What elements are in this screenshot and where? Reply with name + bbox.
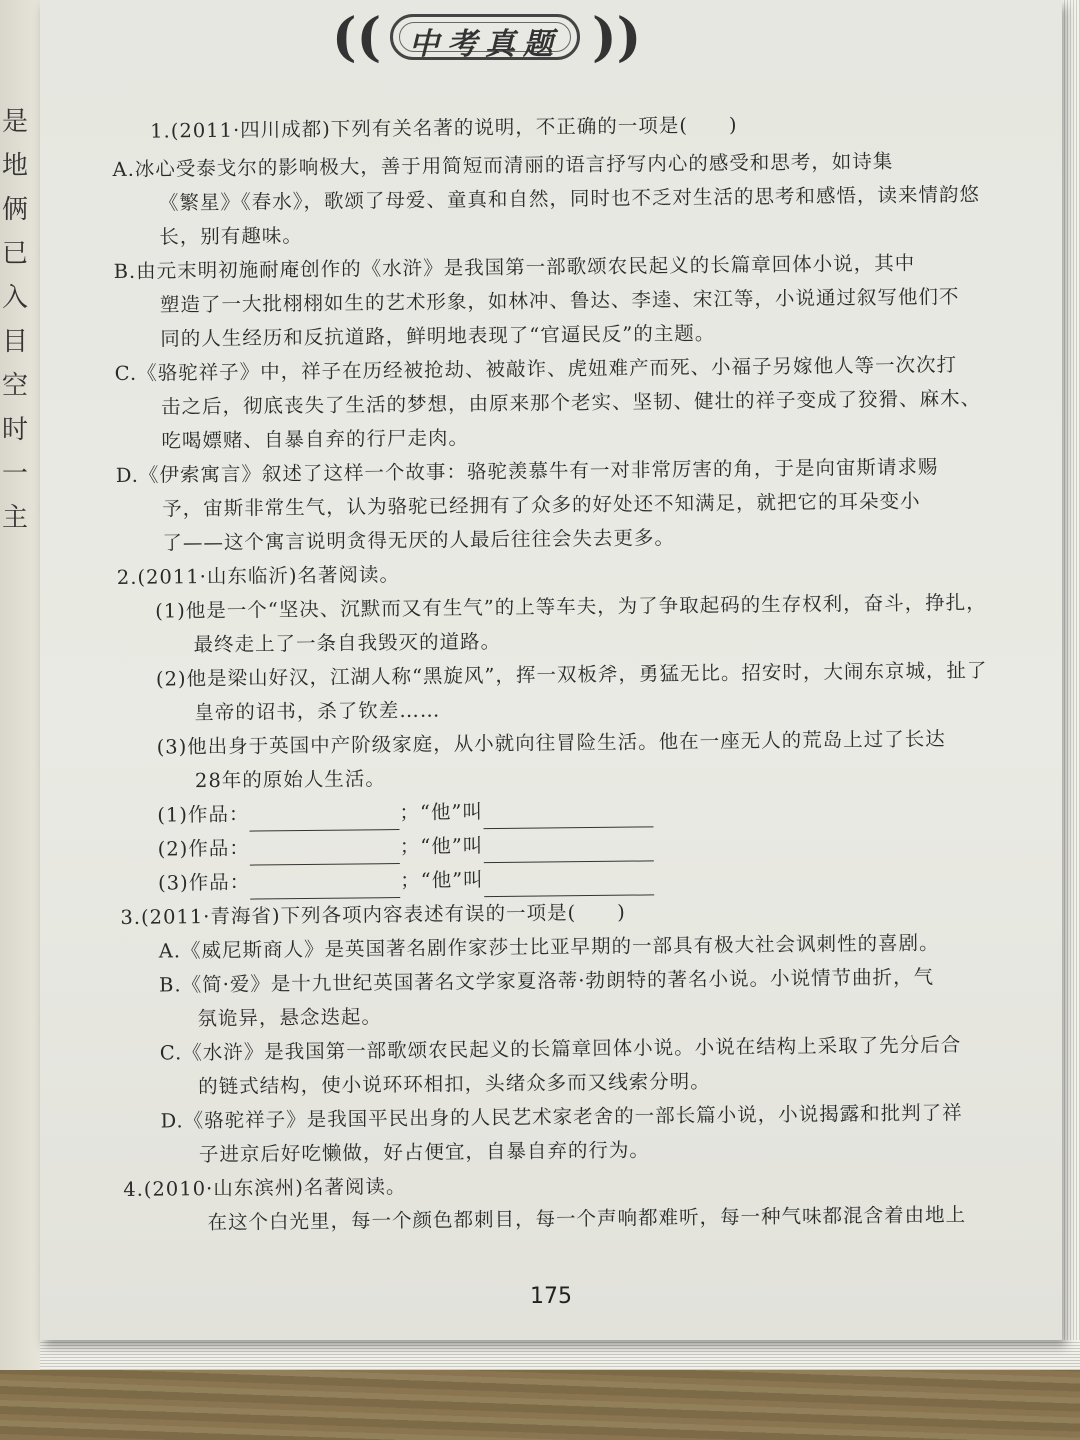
book-page <box>40 0 1062 1340</box>
fill-mid: ；“他”叫 <box>399 834 484 859</box>
name-answer-blank[interactable] <box>483 836 653 863</box>
q2-item3-line2: 28年的原始人生活。 <box>194 767 386 793</box>
fill-prefix: (2)作品： <box>157 836 250 861</box>
q3-option-b-line2: 氛诡异，悬念迭起。 <box>197 1005 383 1031</box>
q1-option-a-line2: 《繁星》《春水》，歌颂了母爱、童真和自然，同时也不乏对生活的思考和感悟，读来情韵悠 <box>158 182 981 215</box>
q1-option-b-line1: B.由元末明初施耐庵创作的《水浒》是我国第一部歌颂农民起义的长篇章回体小说，其中 <box>113 251 916 283</box>
q2-item2-line2: 皇帝的诏书，杀了钦差…… <box>194 698 441 725</box>
q3-option-c-line2: 的链式结构，使小说环环相扣，头绪众多而又线索分明。 <box>198 1069 711 1099</box>
name-answer-blank[interactable] <box>484 870 654 897</box>
header-pill-frame <box>390 14 580 60</box>
q2-item1-line1: (1)他是一个“坚决、沉默而又有生气”的上等车夫，为了争取起码的生存权利，奋斗，挣扎， <box>155 590 987 623</box>
q1-option-a-line1: A.冰心受泰戈尔的影响极大，善于用简短而清丽的语言抒写内心的感受和思考，如诗集 <box>112 149 894 181</box>
q3-option-b-line1: B.《简·爱》是十九世纪英国著名文学家夏洛蒂·勃朗特的著名小说。小说情节曲折，气 <box>158 965 935 997</box>
fill-mid: ；“他”叫 <box>399 800 484 825</box>
q2-item1-line2: 最终走上了一条自我毁灭的道路。 <box>193 629 502 657</box>
q4-passage-line1: 在这个白光里，每一个颜色都刺目，每一个声响都难听，每一种气味都混含着由地上 <box>207 1203 967 1235</box>
fill-mid: ；“他”叫 <box>400 868 484 893</box>
q4-stem: 4.(2010·山东滨州)名著阅读。 <box>123 1174 407 1201</box>
q1-option-d-line2: 予，宙斯非常生气，认为骆驼已经拥有了众多的好处还不知满足，就把它的耳朵变小 <box>162 489 921 521</box>
q2-item2-line1: (2)他是梁山好汉，江湖人称“黑旋风”，挥一双板斧，勇猛无比。招安时，大闹东京城，扯了 <box>155 658 988 691</box>
left-facing-page-edge <box>0 0 42 1370</box>
section-title: 中考真题 <box>409 27 561 62</box>
fill-prefix: (3)作品： <box>157 870 251 895</box>
q2-item3-line1: (3)他出身于英国中产阶级家庭，从小就向往冒险生活。他在一座无人的荒岛上过了长达 <box>156 727 946 759</box>
work-answer-blank[interactable] <box>250 839 400 866</box>
q3-option-d-line1: D.《骆驼祥子》是我国平民出身的人民艺术家老舍的一部长篇小说，小说揭露和批判了祥 <box>160 1101 963 1133</box>
q1-option-c-line3: 吃喝嫖赌、自暴自弃的行尸走肉。 <box>161 426 470 453</box>
q1-option-c-line2: 击之后，彻底丧失了生活的梦想，由原来那个老实、坚韧、健壮的祥子变成了狡猾、麻木、 <box>160 386 982 419</box>
name-answer-blank[interactable] <box>483 802 653 829</box>
work-answer-blank[interactable] <box>249 805 399 832</box>
page-content <box>112 106 988 1241</box>
q1-option-d-line1: D.《伊索寓言》叙述了这样一个故事：骆驼羡慕牛有一对非常厉害的角，于是向宙斯请求赐 <box>115 455 939 487</box>
q1-option-b-line3: 同的人生经历和反抗道路，鲜明地表现了“官逼民反”的主题。 <box>160 321 716 351</box>
q2-stem: 2.(2011·山东临沂)名著阅读。 <box>116 563 401 589</box>
q3-option-a: A.《威尼斯商人》是英国著名剧作家莎士比亚早期的一部具有极大社会讽刺性的喜剧。 <box>158 931 940 963</box>
work-answer-blank[interactable] <box>250 873 400 900</box>
left-page-edge-text: 是地俩已入目空时一主 <box>2 107 29 533</box>
section-header <box>330 7 660 68</box>
q1-option-d-line3: 了——这个寓言说明贪得无厌的人最后往往会失去更多。 <box>162 526 676 555</box>
left-bracket-ornament: (( <box>332 7 382 68</box>
q3-option-d-line2: 子进京后好吃懒做，好占便宜，自暴自弃的行为。 <box>198 1138 651 1167</box>
q1-option-b-line2: 塑造了一大批栩栩如生的艺术形象，如林冲、鲁达、李逵、宋江等，小说通过叙写他们不 <box>159 285 960 317</box>
page-stack-right-edge <box>1062 0 1080 1350</box>
q3-option-c-line1: C.《水浒》是我国第一部歌颂农民起义的长篇章回体小说。小说在结构上采取了先分后合 <box>159 1033 962 1065</box>
q1-option-c-line1: C.《骆驼祥子》中，祥子在历经被抢劫、被敲诈、虎妞难产而死、小福子另嫁他人等一次次打 <box>114 353 958 385</box>
q1-option-a-line3: 长，别有趣味。 <box>159 224 303 249</box>
right-bracket-ornament: )) <box>592 7 642 68</box>
q1-stem: 1.(2011·四川成都)下列有关名著的说明，不正确的一项是( ) <box>150 113 738 143</box>
page-stack-bottom-edge <box>40 1340 1080 1370</box>
fill-prefix: (1)作品： <box>157 802 250 827</box>
q3-stem: 3.(2011·青海省)下列各项内容表述有误的一项是( ) <box>120 900 626 929</box>
page-number: 175 <box>530 1284 572 1309</box>
